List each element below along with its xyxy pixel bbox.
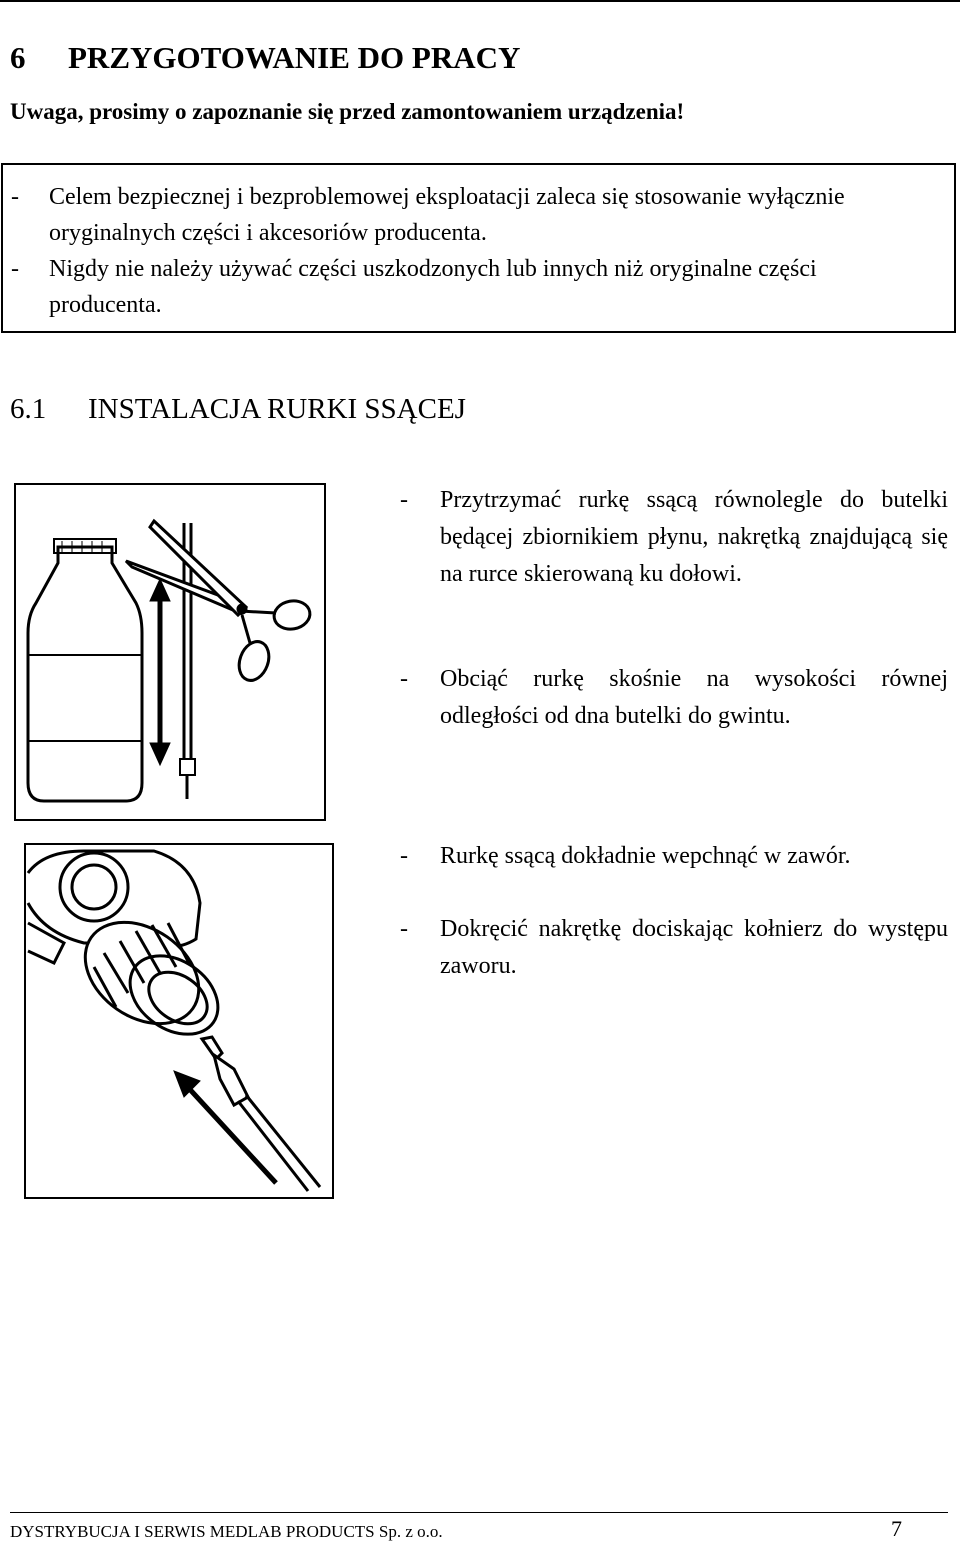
section-number: 6	[10, 40, 26, 75]
valve-tube-illustration	[24, 843, 336, 1201]
instruction-text: Rurkę ssącą dokładnie wepchnąć w zawór.	[440, 843, 851, 869]
instruction-item	[400, 482, 948, 593]
bullet-dash: -	[400, 666, 408, 692]
instruction-item	[400, 911, 948, 985]
footer-company: DYSTRYBUCJA I SERWIS MEDLAB PRODUCTS Sp. z o.o.	[10, 1522, 443, 1541]
notice-item-text: Nigdy nie należy używać części uszkodzonych lub innych niż oryginalne części producenta.	[49, 256, 817, 318]
bullet-dash: -	[11, 184, 19, 210]
bullet-dash: -	[400, 487, 408, 513]
instruction-text: Dokręcić nakrętkę dociskając kołnierz do występu zaworu.	[440, 916, 948, 979]
bullet-dash: -	[11, 256, 19, 282]
notice-item	[11, 251, 934, 323]
bullet-dash: -	[400, 916, 408, 942]
instruction-item	[400, 661, 948, 735]
footer-rule	[10, 1512, 948, 1513]
instruction-text: Obciąć rurkę skośnie na wysokości równej odległości od dna butelki do gwintu.	[440, 666, 948, 729]
bottle-scissors-illustration	[14, 483, 328, 823]
page-number: 7	[891, 1516, 902, 1541]
notice-item-text: Celem bezpiecznej i bezproblemowej eksploatacji zaleca się stosowanie wyłącznie oryginalnych części i akcesoriów producenta.	[49, 184, 845, 246]
notice-box	[1, 163, 956, 333]
notice-item	[11, 179, 934, 251]
bullet-dash: -	[400, 843, 408, 869]
warning-text: Uwaga, prosimy o zapoznanie się przed zamontowaniem urządzenia!	[10, 99, 685, 124]
top-rule	[0, 0, 960, 2]
section-title: PRZYGOTOWANIE DO PRACY	[68, 40, 521, 75]
subsection-number: 6.1	[10, 393, 47, 425]
instruction-item	[400, 838, 948, 875]
subsection-title: INSTALACJA RURKI SSĄCEJ	[88, 393, 466, 425]
section-heading	[10, 40, 520, 76]
subsection-heading	[10, 393, 466, 426]
instruction-text: Przytrzymać rurkę ssącą równolegle do butelki będącej zbiornikiem płynu, nakrętką znajdującą się na rurce skierowaną ku dołowi.	[440, 487, 948, 587]
